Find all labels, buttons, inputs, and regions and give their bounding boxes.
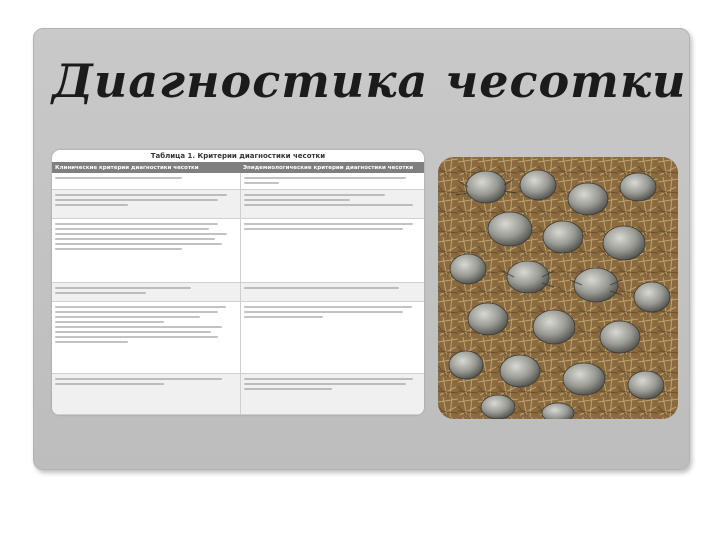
table-cell <box>52 373 240 414</box>
table-row <box>52 373 424 414</box>
table-cell <box>52 301 240 373</box>
table-cell <box>52 219 240 283</box>
table-cell <box>240 219 424 283</box>
table-cell <box>240 283 424 302</box>
table-cell <box>240 373 424 414</box>
table-cell <box>52 283 240 302</box>
table-header-row <box>52 162 424 173</box>
table-cell <box>240 190 424 219</box>
table-row <box>52 173 424 190</box>
table-cell <box>52 173 240 190</box>
table-cell <box>52 190 240 219</box>
table-row <box>52 301 424 373</box>
table-row <box>52 219 424 283</box>
table-caption: Таблица 1. Критерии диагностики чесотки <box>150 152 326 160</box>
table-row <box>52 190 424 219</box>
table-header-clinical: Клинические критерии диагностики чесотки <box>52 162 240 173</box>
scabies-mites-icon <box>438 157 678 419</box>
table-row <box>52 283 424 302</box>
table-cell <box>240 173 424 190</box>
table-cell <box>240 301 424 373</box>
scabies-mites-photo <box>438 157 678 419</box>
slide-title: Диагностика чесотки <box>52 54 687 108</box>
criteria-table <box>52 162 424 415</box>
table-header-epidemiological: Эпидемиологические критерии диагностики чесотки <box>240 162 424 173</box>
criteria-table-image <box>52 150 424 415</box>
